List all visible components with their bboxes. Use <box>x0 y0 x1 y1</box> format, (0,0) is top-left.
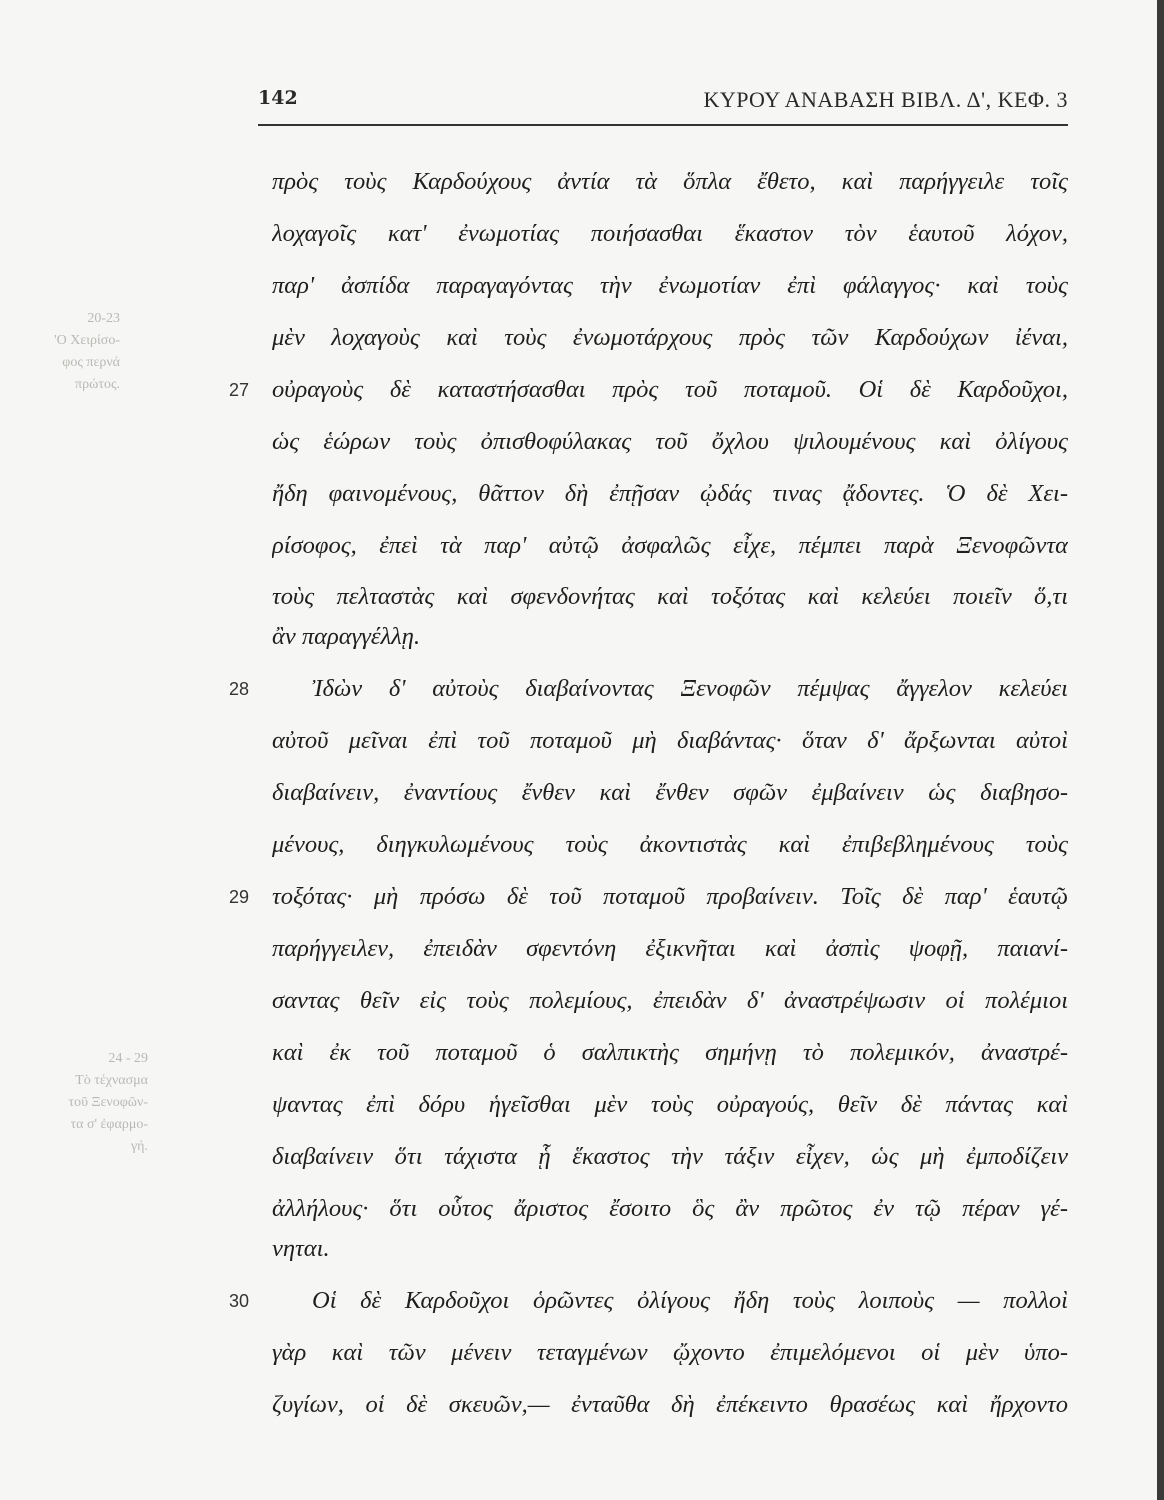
text-line: Ἰδὼν δ' αὐτοὺς διαβαίνοντας Ξενοφῶν πέμψας ἄγγελον κελεύει <box>312 675 1068 702</box>
text-line: σαντας θεῖν εἰς τοὺς πολεμίους, ἐπειδὰν δ' ἀναστρέψωσιν οἱ πολέμιοι <box>272 987 1068 1014</box>
text-line: τοξότας· μὴ πρόσω δὲ τοῦ ποταμοῦ προβαίνειν. Τοῖς δὲ παρ' ἑαυτῷ <box>272 883 1068 910</box>
text-line: ἤδη φαινομένους, θᾶττον δὴ ἐπῇσαν ᾠδάς τινας ᾄδοντες. Ὁ δὲ Χει- <box>272 480 1068 507</box>
section-number: 27 <box>229 380 250 400</box>
section-number: 28 <box>229 679 250 699</box>
text-line: ἂν παραγγέλλῃ. <box>272 623 421 650</box>
running-title: ΚΥΡΟΥ ΑΝΑΒΑΣΗ ΒΙΒΛ. Δ', ΚΕΦ. 3 <box>703 87 1068 112</box>
text-line: γὰρ καὶ τῶν μένειν τεταγμένων ᾤχοντο ἐπιμελόμενοι οἱ μὲν ὑπο- <box>272 1339 1068 1366</box>
text-line: λοχαγοῖς κατ' ἐνωμοτίας ποιήσασθαι ἕκαστον τὸν ἑαυτοῦ λόχον, <box>272 220 1068 247</box>
section-number: 29 <box>229 887 250 907</box>
text-line: ἀλλήλους· ὅτι οὗτος ἄριστος ἔσοιτο ὃς ἂν πρῶτος ἐν τῷ πέραν γέ- <box>272 1195 1068 1222</box>
text-line: διαβαίνειν, ἐναντίους ἔνθεν καὶ ἔνθεν σφῶν ἐμβαίνειν ὡς διαβησο- <box>272 779 1068 806</box>
text-line: καὶ ἐκ τοῦ ποταμοῦ ὁ σαλπικτὴς σημήνῃ τὸ πολεμικόν, ἀναστρέ- <box>272 1039 1068 1066</box>
text-line: ζυγίων, οἱ δὲ σκευῶν,— ἐνταῦθα δὴ ἐπέκειντο θρασέως καὶ ἤρχοντο <box>272 1391 1068 1418</box>
text-line: πρὸς τοὺς Καρδούχους ἀντία τὰ ὅπλα ἔθετο, καὶ παρήγγειλε τοῖς <box>272 168 1068 195</box>
text-line: οὐραγοὺς δὲ καταστήσασθαι πρὸς τοῦ ποταμοῦ. Οἱ δὲ Καρδοῦχοι, <box>272 376 1068 403</box>
page-number: 142 <box>258 87 298 109</box>
running-header <box>258 87 1068 119</box>
text-line: ψαντας ἐπὶ δόρυ ἡγεῖσθαι μὲν τοὺς οὐραγούς, θεῖν δὲ πάντας καὶ <box>272 1091 1068 1118</box>
text-line: παρήγγειλεν, ἐπειδὰν σφεντόνη ἐξικνῆται καὶ ἀσπὶς ψοφῇ, παιανί- <box>272 935 1068 962</box>
header-rule <box>258 124 1068 126</box>
text-line: διαβαίνειν ὅτι τάχιστα ᾗ ἕκαστος τὴν τάξιν εἶχεν, ὡς μὴ ἐμποδίζειν <box>272 1143 1068 1170</box>
section-number: 30 <box>229 1291 250 1311</box>
text-line: ρίσοφος, ἐπεὶ τὰ παρ' αὐτῷ ἀσφαλῶς εἶχε, πέμπει παρὰ Ξενοφῶντα <box>272 532 1068 559</box>
bleed-through-note: 20-23 'Ο Χειρίσο- φος περνά πρώτος. <box>54 311 120 392</box>
text-line: αὐτοῦ μεῖναι ἐπὶ τοῦ ποταμοῦ μὴ διαβάντας· ὅταν δ' ἄρξωνται αὐτοὶ <box>272 727 1068 754</box>
text-line: μὲν λοχαγοὺς καὶ τοὺς ἐνωμοτάρχους πρὸς τῶν Καρδούχων ἰέναι, <box>272 324 1068 351</box>
text-line: παρ' ἀσπίδα παραγαγόντας τὴν ἐνωμοτίαν ἐπὶ φάλαγγος· καὶ τοὺς <box>272 272 1068 299</box>
text-line: ὡς ἑώρων τοὺς ὀπισθοφύλακας τοῦ ὄχλου ψιλουμένους καὶ ὀλίγους <box>272 428 1068 455</box>
text-line: Οἱ δὲ Καρδοῦχοι ὁρῶντες ὀλίγους ἤδη τοὺς λοιποὺς — πολλοὶ <box>312 1287 1068 1314</box>
bleed-through-note: 24 - 29 Τὸ τέχνασμα τοῦ Ξενοφῶν- τα σ' ἐφαρμο- γή. <box>68 1051 148 1154</box>
scan-edge <box>1157 0 1164 1500</box>
text-line: νηται. <box>272 1235 330 1262</box>
text-line: τοὺς πελταστὰς καὶ σφενδονήτας καὶ τοξότας καὶ κελεύει ποιεῖν ὅ,τι <box>272 583 1068 610</box>
text-line: μένους, διηγκυλωμένους τοὺς ἀκοντιστὰς καὶ ἐπιβεβλημένους τοὺς <box>272 831 1068 858</box>
